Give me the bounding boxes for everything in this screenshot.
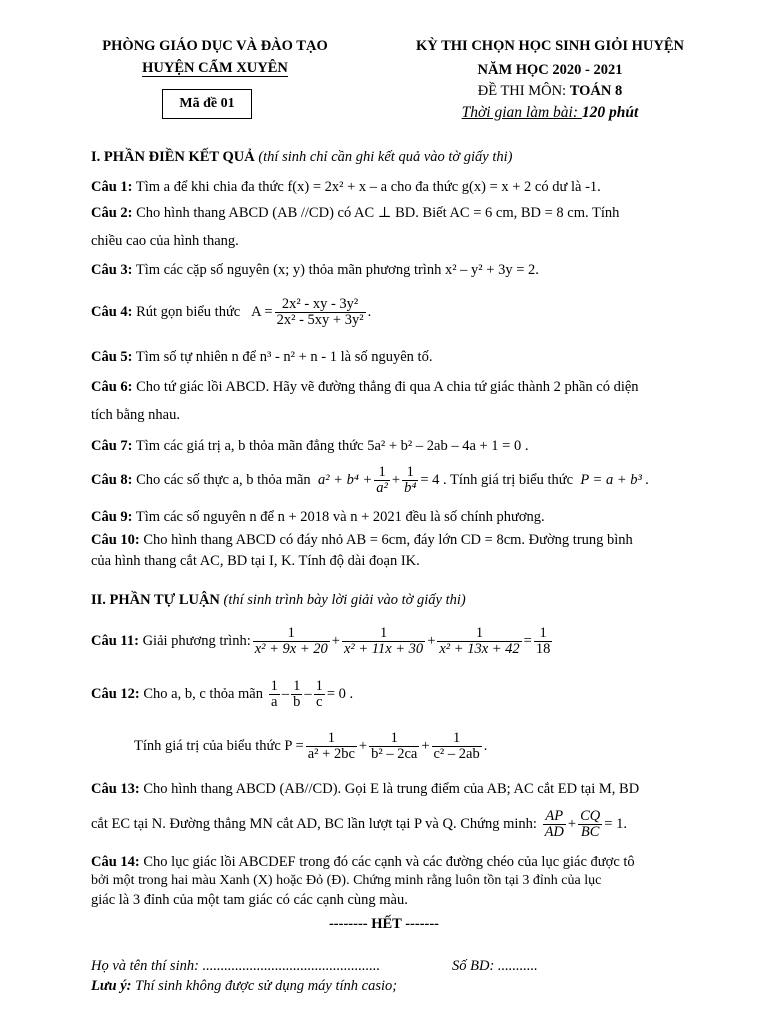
question-3-text: Tìm các cặp số nguyên (x; y) thỏa mãn phương trình x² – y² + 3y = 2. (135, 262, 539, 278)
question-13-frac-1-num: AP (543, 809, 566, 825)
subject-value: TOÁN 8 (569, 83, 623, 99)
question-11: Câu 11: Giải phương trình: $\frac{1}{\text{x² + 9x + 20}}$ + $\frac{1}{\text{x² + 11x + 30}}$ + $\frac{1}{\text{x² + 13x + 42}}$ = $\frac{1}{18}$ (91, 624, 551, 657)
question-13-label: Câu 13: (91, 781, 140, 797)
question-4-denominator: 2x² - 5xy + 3y² (276, 311, 364, 328)
question-12-frac-b (291, 679, 302, 710)
note-label: Lưu ý: (91, 978, 132, 994)
question-9-text: Tìm các số nguyên n để n + 2018 và n + 2021 đều là số chính phương. (135, 509, 545, 525)
subject-line (380, 81, 720, 101)
question-12-frac-c (314, 679, 325, 710)
question-13 (91, 779, 746, 799)
question-12-expression: Tính giá trị của biểu thức P = $\frac{1}{\text{a² + 2bc}}$ + $\frac{1}{\text{b² – 2ca}}$ + $\frac{1}{\text{c² – 2ab}}$ . (134, 729, 488, 762)
question-8-frac-2-num: 1 (402, 465, 418, 481)
question-12-frac-a (269, 679, 280, 710)
question-12-p-frac-3-den: c² – 2ab (433, 745, 480, 762)
question-12-frac-a-den: a (271, 693, 278, 710)
question-8-p: P = a + b³ . (580, 471, 650, 488)
question-4-fraction (275, 297, 366, 328)
question-2-text: Cho hình thang ABCD (AB //CD) có AC ⊥ BD. Biết AC = 6 cm, BD = 8 cm. Tính (136, 205, 620, 221)
time-line (380, 102, 720, 124)
question-11-rhs-num: 1 (534, 626, 553, 642)
question-6 (91, 377, 746, 397)
question-12-p-frac-3-num: 1 (432, 731, 482, 747)
question-5-label: Câu 5: (91, 349, 133, 365)
question-1-label: Câu 1: (91, 179, 133, 195)
question-12-p-frac-1 (306, 731, 357, 762)
question-12-p-frac-2-num: 1 (369, 731, 419, 747)
time-prefix: Thời gian làm bài: (461, 104, 582, 121)
question-12-p-frac-1-num: 1 (306, 731, 357, 747)
question-9 (91, 507, 746, 527)
question-12-p-frac-2-den: b² – 2ca (371, 745, 418, 762)
question-5-text: Tìm số tự nhiên n để n³ - n² + n - 1 là số nguyên tố. (135, 349, 433, 365)
question-8-frac-2-den: b⁴ (404, 479, 417, 496)
candidate-number-field: Số BD: ........... (452, 958, 538, 974)
question-8: Câu 8: Cho các số thực a, b thỏa mãn a² + b⁴ + $\frac{1}{\text{a²}}$ + $\frac{1}{\text{b⁴}}$ = 4 . Tính giá trị biểu thức P = a + b³ . (91, 463, 650, 496)
question-13-frac-2-num: CQ (580, 807, 601, 824)
question-12-p-frac-3 (432, 731, 482, 762)
section-2-heading (91, 590, 746, 610)
question-11-frac-1-num: 1 (253, 626, 330, 642)
question-2 (91, 203, 746, 223)
question-12-p-frac-1-den: a² + 2bc (307, 745, 355, 762)
question-2-label: Câu 2: (91, 205, 133, 221)
question-12-eq: = 0 . (326, 685, 354, 702)
question-12-text: Cho a, b, c thỏa mãn (143, 685, 263, 702)
question-8-text: Cho các số thực a, b thỏa mãn (136, 471, 311, 488)
question-8-frac-1 (374, 465, 390, 496)
question-8-label: Câu 8: (91, 471, 133, 488)
question-11-frac-2-num: 1 (342, 626, 425, 642)
question-13-cont: cắt EC tại N. Đường thẳng MN cắt AD, BC lần lượt tại P và Q. Chứng minh: $\frac{AP}{AD}$ + $\frac{CQ}{BC}$ = 1. (91, 807, 627, 840)
question-8-eq: = 4 . Tính giá trị biểu thức (420, 471, 574, 488)
exam-code-box: Mã đề 01 (162, 89, 252, 119)
question-12-frac-b-den: b (293, 693, 301, 710)
question-5 (91, 347, 746, 367)
question-12-frac-b-num: 1 (293, 677, 301, 694)
question-14-text: Cho lục giác lồi ABCDEF trong đó các cạnh và các đường chéo của lục giác được tô (143, 854, 635, 870)
question-7 (91, 436, 746, 456)
question-11-rhs (534, 626, 553, 657)
question-3 (91, 260, 746, 280)
question-14-cont-2: giác là 3 đỉnh của một tam giác có các cạnh cùng màu. (91, 892, 408, 908)
section-1-note: (thí sinh chỉ cần ghi kết quả vào tờ giấy thi) (258, 149, 513, 165)
question-8-expr: a² + b⁴ + (317, 471, 373, 488)
question-8-frac-1-den: a² (376, 479, 388, 496)
question-4-text: Rút gọn biểu thức (136, 303, 241, 320)
question-10 (91, 530, 746, 550)
question-2-cont: chiều cao của hình thang. (91, 233, 239, 249)
note-text: Thí sinh không được sử dụng máy tính casio; (135, 978, 398, 994)
question-11-frac-2 (342, 626, 425, 657)
question-11-rhs-den: 18 (535, 640, 551, 657)
question-10-label: Câu 10: (91, 532, 140, 548)
question-6-label: Câu 6: (91, 379, 133, 395)
section-1-title: I. PHẦN ĐIỀN KẾT QUẢ (91, 149, 255, 165)
district-name-text: HUYỆN CẨM XUYÊN (142, 60, 288, 76)
question-4-numerator: 2x² - xy - 3y² (275, 297, 366, 313)
subject-prefix: ĐỀ THI MÔN: (477, 83, 570, 99)
school-year: NĂM HỌC 2020 - 2021 (477, 62, 623, 78)
question-11-frac-3 (437, 626, 521, 657)
question-11-text: Giải phương trình: (142, 632, 251, 649)
question-4-lhs: A = (251, 303, 273, 320)
section-2-title: II. PHẦN TỰ LUẬN (91, 592, 220, 608)
question-11-frac-2-den: x² + 11x + 30 (343, 640, 424, 657)
end-marker: -------- HẾT ------- (328, 916, 440, 932)
time-value: 120 phút (581, 104, 639, 121)
question-4-label: Câu 4: (91, 303, 133, 320)
question-11-frac-1 (253, 626, 330, 657)
question-10-text: Cho hình thang ABCD có đáy nhỏ AB = 6cm, đáy lớn CD = 8cm. Đường trung bình (143, 532, 633, 548)
question-12-label: Câu 12: (91, 685, 140, 702)
question-9-label: Câu 9: (91, 509, 133, 525)
question-14-label: Câu 14: (91, 854, 140, 870)
question-12-frac-a-num: 1 (270, 677, 278, 694)
question-13-frac-1 (543, 809, 566, 840)
question-8-frac-1-num: 1 (374, 465, 390, 481)
question-12-p: P = (284, 737, 304, 754)
candidate-name-field: Họ và tên thí sinh: ................................................. (91, 958, 381, 974)
question-13-eq: = 1. (604, 815, 627, 832)
question-1 (91, 177, 746, 197)
question-14-cont-1: bởi một trong hai màu Xanh (X) hoặc Đỏ (Đ). Chứng minh rằng luôn tồn tại 3 đỉnh của lục (91, 873, 602, 888)
question-13-frac-2-den: BC (580, 823, 600, 840)
question-3-label: Câu 3: (91, 262, 133, 278)
question-14 (91, 852, 746, 872)
question-7-label: Câu 7: (91, 438, 133, 454)
exam-title: KỲ THI CHỌN HỌC SINH GIỎI HUYỆN (415, 38, 685, 54)
department-name: PHÒNG GIÁO DỤC VÀ ĐÀO TẠO (102, 38, 328, 54)
question-12-frac-c-num: 1 (315, 677, 323, 694)
question-6-text: Cho tứ giác lồi ABCD. Hãy vẽ đường thẳng đi qua A chia tứ giác thành 2 phần có diện (136, 379, 639, 395)
question-12: Câu 12: Cho a, b, c thỏa mãn $\frac{1}{a}$ – $\frac{1}{b}$ – $\frac{1}{c}$ = 0 . (91, 677, 354, 710)
question-1-text: Tìm a để khi chia đa thức f(x) = 2x² + x – a cho đa thức g(x) = x + 2 có dư là -1. (135, 179, 601, 195)
question-13-text: Cho hình thang ABCD (AB//CD). Gọi E là trung điểm của AB; AC cắt ED tại M, BD (143, 781, 640, 797)
note-line (91, 976, 397, 996)
question-11-frac-3-den: x² + 13x + 42 (439, 640, 520, 657)
section-1-heading (91, 147, 746, 167)
question-11-frac-3-num: 1 (437, 626, 521, 642)
section-2-note: (thí sinh trình bày lời giải vào tờ giấy thi) (223, 592, 466, 608)
question-10-cont: của hình thang cắt AC, BD tại I, K. Tính độ dài đoạn IK. (91, 553, 420, 569)
question-11-label: Câu 11: (91, 632, 139, 649)
question-13-text-2: cắt EC tại N. Đường thẳng MN cắt AD, BC lần lượt tại P và Q. Chứng minh: (91, 815, 537, 832)
question-13-frac-1-den: AD (544, 823, 564, 840)
question-4: Câu 4: Rút gọn biểu thức A = $\frac{\text{2x² - xy - 3y²}}{\text{2x² - 5xy + 3y²}}$ . (91, 295, 372, 328)
question-11-frac-1-den: x² + 9x + 20 (254, 640, 328, 657)
question-13-frac-2 (578, 809, 602, 840)
question-8-frac-2 (402, 465, 418, 496)
question-7-text: Tìm các giá trị a, b thỏa mãn đẳng thức 5a² + b² – 2ab – 4a + 1 = 0 . (135, 438, 529, 454)
question-12-frac-c-den: c (316, 693, 323, 710)
district-name (70, 58, 360, 78)
question-12-p-frac-2 (369, 731, 419, 762)
question-6-cont: tích bằng nhau. (91, 407, 180, 423)
question-12-text-2: Tính giá trị của biểu thức (134, 737, 281, 754)
